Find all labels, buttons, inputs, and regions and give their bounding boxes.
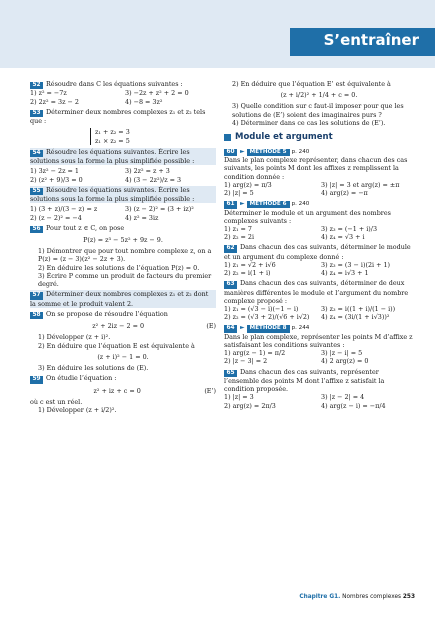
item: 3) z₃ = (3 − i)(2i + 1) (321, 260, 391, 269)
item: 1) |z| = 3 (224, 393, 254, 402)
exercise-number: 58 (30, 312, 43, 319)
item: 4) z₄ = √3 + i (321, 233, 365, 242)
page-header (0, 0, 435, 68)
exercise-number: 64 (224, 325, 237, 332)
chapter-label: Chapitre G1. (299, 594, 341, 600)
item: 3) 2z² = z + 3 (125, 167, 170, 176)
exercise-number: 52 (30, 82, 43, 89)
equation: (z + i/2)² + 1/4 + c = 0. (280, 91, 358, 100)
item: 1) arg(z) = π/3 (224, 180, 272, 189)
exercise-59 (30, 374, 216, 414)
exercise-statement: On étudie l’équation : (46, 374, 117, 383)
item: 3) −2z + z² + 2 = 0 (125, 89, 189, 98)
question: 2) En déduire que l’équation E est équivalente à (38, 341, 195, 350)
exercise-number: 63 (224, 281, 237, 288)
equation: P(z) = z³ − 5z² + 9z − 9. (83, 236, 163, 245)
page-reference: p. 240 (291, 148, 310, 155)
question: 4) Déterminer dans ce cas les solutions de (E’). (232, 118, 386, 127)
question: 3) En déduire les solutions de (E). (38, 363, 149, 372)
exercise-statement: Dans le plan complexe, représenter les points M d’affixe z satisfaisant les conditions suivantes : (224, 332, 413, 350)
exercise-number: 61 (224, 201, 237, 208)
item: 2) z₂ = (√3 + 2)/(√6 + i√2) (224, 313, 310, 322)
exercise-number: 59 (30, 376, 43, 383)
item: 2) (z − 2)² = −4 (30, 213, 82, 222)
equation-tag: (E) (206, 322, 216, 331)
left-column (30, 80, 216, 416)
exercise-number: 54 (30, 150, 43, 157)
page-reference: p. 240 (291, 201, 310, 208)
page-reference: p. 244 (291, 325, 310, 332)
right-column (224, 80, 414, 412)
exercise-statement: Déterminer deux nombres complexes z₁ et z₂ dont la somme et le produit valent 2. (30, 290, 209, 308)
item: 2) z₂ = i(1 + i) (224, 269, 271, 278)
statement-note: où c est un réel. (30, 397, 83, 406)
exercise-54 (30, 148, 216, 166)
exercise-statement: Déterminer deux nombres complexes z₁ et z₂ tels que : (30, 107, 206, 126)
item: 3) z₃ = (−1 + i)/3 (321, 224, 378, 233)
exercise-58 (30, 310, 216, 372)
exercise-63 (224, 279, 414, 321)
method-badge: MÉTHODE 6 (247, 201, 290, 208)
page-footer (299, 594, 415, 601)
exercise-statement: Pour tout z ∈ C, on pose (46, 223, 125, 232)
exercise-number: 62 (224, 245, 237, 252)
item: 3) |z − i| = 5 (321, 349, 363, 358)
item: 3) (z − 2)² = (3 + iz)² (125, 205, 194, 214)
item: 1) 3z² − 2z = 1 (30, 167, 79, 176)
item: 2) (z² + 9)/3 = 0 (30, 175, 83, 184)
item: 4) 2 arg(z) = 0 (321, 357, 369, 366)
question: 2) En déduire les solutions de l’équation P(z) = 0. (38, 263, 200, 272)
exercise-number: 60 (224, 149, 237, 156)
exercise-57 (30, 290, 216, 308)
exercise-number: 65 (224, 370, 237, 377)
item: 1) z² = −7z (30, 89, 67, 98)
question: 3) Écrire P comme un produit de facteurs du premier degré. (38, 271, 212, 289)
exercise-statement: Résoudre dans C les équations suivantes : (46, 80, 183, 88)
item: 4) z₄ = i√3 + 1 (321, 269, 369, 278)
system-line: z₁ + z₂ = 3 (95, 128, 130, 137)
arrow-icon: ► (240, 324, 245, 332)
exercise-statement: Dans chacun des cas suivants, représenter l’ensemble des points M dont l’affixe z satisfait la condition proposée. (224, 367, 385, 394)
equation: (z + i)² − 1 = 0. (97, 352, 149, 361)
exercise-60 (224, 147, 414, 197)
chapter-title: Nombres complexes (342, 594, 402, 600)
exercise-statement: Dans chacun des cas suivants, déterminer de deux manières différentes le module et l’argument du nombre complexe proposé : (224, 279, 409, 305)
question: 1) Démontrer que pour tout nombre complexe z, on a P(z) = (z − 3)(z² − 2z + 3). (38, 247, 212, 264)
item: 2) |z − 3| = 2 (224, 357, 268, 366)
item: 3) |z| = 3 et arg(z) = ±π (321, 180, 400, 189)
section-heading (224, 132, 414, 143)
exercise-52 (30, 80, 216, 106)
item: 3) z₃ = i((1 + i)/(1 − i)) (321, 305, 396, 314)
exercise-64 (224, 323, 414, 365)
question: 3) Quelle condition sur c faut-il imposer pour que les solutions de (E’) soient des imaginaires purs ? (232, 102, 404, 119)
page-number: 253 (402, 594, 415, 600)
exercise-56 (30, 224, 216, 289)
exercise-65 (224, 368, 414, 410)
exercise-statement: On se propose de résoudre l’équation (46, 309, 168, 318)
equation: z² + 2iz − 2 = 0 (92, 322, 145, 331)
arrow-icon: ► (240, 200, 245, 208)
exercise-number: 56 (30, 226, 43, 233)
item: 2) arg(z) = 2π/3 (224, 401, 276, 410)
item: 1) (3 + z)/(3 − z) = z (30, 205, 98, 214)
item: 4) (3 − 2z²)/z = 3 (125, 175, 182, 184)
exercise-statement: Dans le plan complexe représenter, dans chacun des cas suivants, les points M dont les affixes z remplissent la condition donnée : (224, 156, 408, 181)
exercise-statement: Résoudre les équations suivantes. Écrire les solutions sous la forme la plus simplifiée possible : (30, 147, 195, 166)
exercise-statement: Résoudre les équations suivantes. Écrire les solutions sous la forme la plus simplifiée possible : (30, 185, 195, 204)
item: 4) z₄ = (3i/(1 + i√3))² (321, 313, 390, 322)
equation-tag: (E’) (204, 386, 216, 395)
item: 4) arg(z) = −π (321, 188, 368, 197)
page-title: S’entraîner (323, 31, 419, 49)
exercise-statement: Dans chacun des cas suivants, déterminer le module et un argument du complexe donné : (224, 243, 411, 261)
question: 2) En déduire que l’équation E’ est équivalente à (232, 80, 391, 88)
equation: z² + iz + c = 0 (93, 386, 141, 395)
item: 4) −8 = 3z² (125, 97, 163, 106)
item: 1) z₁ = 7 (224, 224, 253, 233)
exercise-59-continued (224, 80, 414, 127)
item: 4) arg(z − i) = −π/4 (321, 401, 386, 410)
question: 1) Développer (z + i/2)². (38, 405, 117, 414)
exercise-statement: Déterminer le module et un argument des nombres complexes suivants : (224, 208, 391, 225)
arrow-icon: ► (240, 147, 245, 155)
system-line: z₁ × z₂ = 5 (95, 136, 130, 145)
exercise-number: 55 (30, 188, 43, 195)
exercise-number: 53 (30, 110, 43, 117)
method-badge: MÉTHODE 5 (247, 149, 290, 156)
question: 1) Développer (z + i)². (38, 333, 111, 342)
item: 1) z₁ = √2 + i√6 (224, 260, 276, 269)
method-badge: MÉTHODE 8 (247, 325, 290, 332)
item: 1) arg(z − 1) = π/2 (224, 349, 286, 358)
exercise-number: 57 (30, 292, 43, 299)
item: 1) z₁ = (√3 − i)(−1 − i) (224, 305, 299, 314)
exercise-62 (224, 243, 414, 277)
equation-system (90, 128, 216, 144)
item: 4) z² = 3iz (125, 213, 159, 222)
exercise-61 (224, 199, 414, 241)
exercise-53 (30, 108, 216, 145)
section-marker-icon (224, 134, 231, 141)
item: 2) z₂ = 2i (224, 233, 255, 242)
exercise-55 (30, 186, 216, 204)
item: 2) 2z² = 3z − 2 (30, 97, 79, 106)
item: 3) |z − 2| = 4 (321, 393, 365, 402)
section-title: Module et argument (235, 131, 333, 142)
item: 2) |z| = 5 (224, 188, 254, 197)
